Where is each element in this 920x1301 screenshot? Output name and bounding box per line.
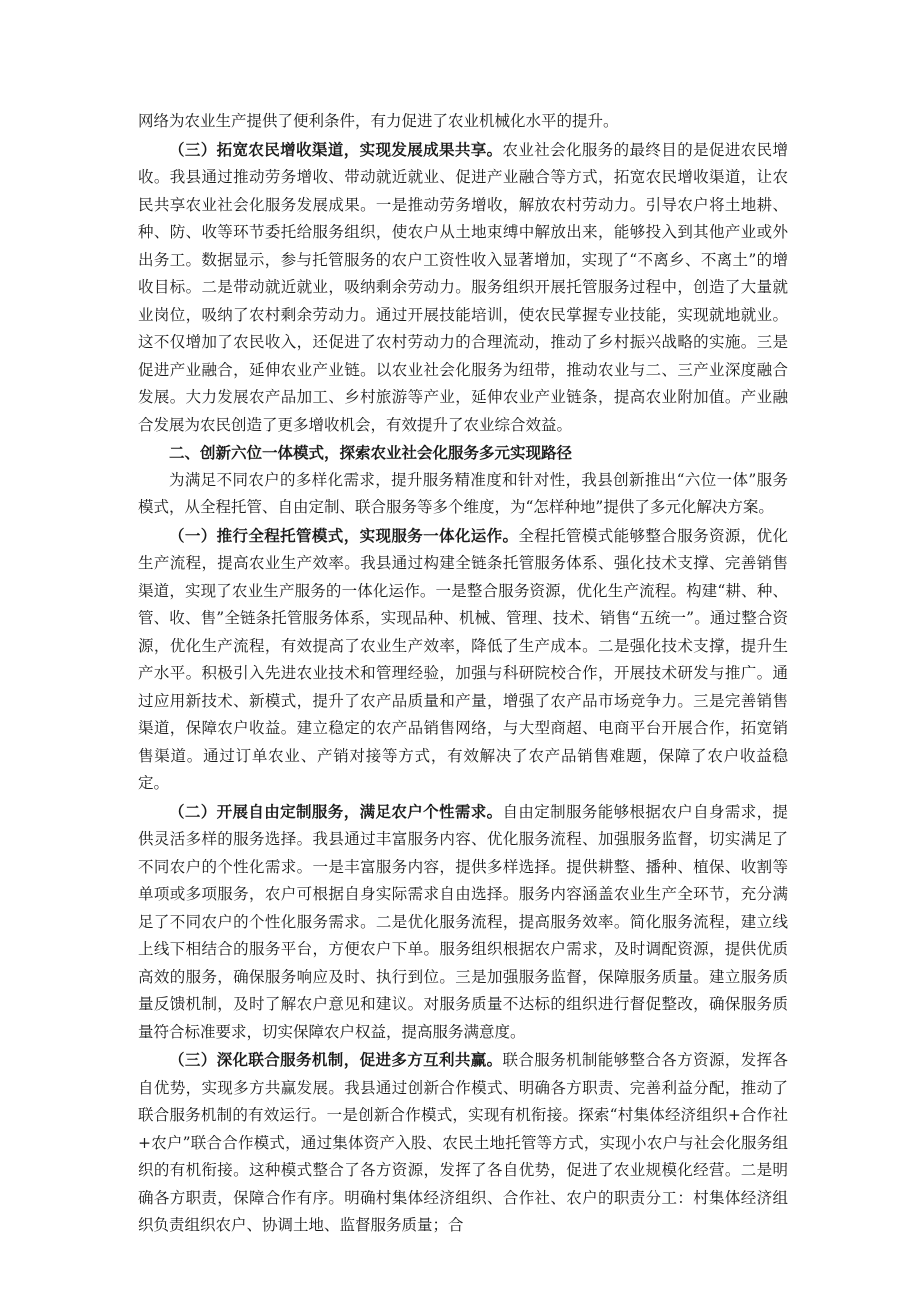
paragraph-full-trusteeship: [138, 522, 788, 798]
paragraph-text: 联合服务机制能够整合各方资源，发挥各自优势，实现多方共赢发展。我县通过创新合作模式、明确各方职责、完善利益分配，推动了联合服务机制的有效运行。一是创新合作模式，实现有机衔接。探索“村集体经济组织+合作社+农户”联合合作模式，通过集体资产入股、农民土地托管等方式，实现小农户与社会化服务组织的有机衔接。这种模式整合了各方资源，发挥了各自优势，促进了农业规模化经营。二是明确各方职责，保障合作有序。明确村集体经济组织、合作社、农户的职责分工：村集体经济组织负责组织农户、协调土地、监督服务质量；合: [138, 1051, 788, 1234]
paragraph-continuation: [138, 108, 788, 136]
document-page: [138, 108, 788, 1240]
paragraph-lead: （一）推行全程托管模式，实现服务一体化运作。: [169, 525, 519, 545]
paragraph-lead: （三）拓宽农民增收渠道，实现发展成果共享。: [169, 139, 503, 159]
paragraph-joint-service: [138, 1046, 788, 1240]
paragraph-text: 自由定制服务能够根据农户自身需求，提供灵活多样的服务选择。我县通过丰富服务内容、优化服务流程、加强服务监督，切实满足了不同农户的个性化需求。一是丰富服务内容，提供多样选择。提供耕整、播种、植保、收割等单项或多项服务，农户可根据自身实际需求自由选择。服务内容涵盖农业生产全环节，充分满足了不同农户的个性化服务需求。二是优化服务流程，提高服务效率。简化服务流程，建立线上线下相结合的服务平台，方便农户下单。服务组织根据农户需求，及时调配资源，提供优质高效的服务，确保服务响应及时、执行到位。三是加强服务监督，保障服务质量。建立服务质量反馈机制，及时了解农户意见和建议。对服务质量不达标的组织进行督促整改，确保服务质量符合标准要求，切实保障农户权益，提高服务满意度。: [138, 802, 788, 1041]
paragraph-custom-service: [138, 798, 788, 1047]
paragraph-text: 网络为农业生产提供了便利条件，有力促进了农业机械化水平的提升。: [138, 112, 619, 130]
paragraph-text: 农业社会化服务的最终目的是促进农民增收。我县通过推动劳务增收、带动就近就业、促进产业融合等方式，拓宽农民增收渠道，让农民共享农业社会化服务发展成果。一是推动劳务增收，解放农村劳动力。引导农户将土地耕、种、防、收等环节委托给服务组织，使农户从土地束缚中解放出来，能够投入到其他产业或外出务工。数据显示，参与托管服务的农户工资性收入显著增加，实现了“不离乡、不离土”的增收目标。二是带动就近就业，吸纳剩余劳动力。服务组织开展托管服务过程中，创造了大量就业岗位，吸纳了农村剩余劳动力。通过开展技能培训，使农民掌握专业技能，实现就地就业。这不仅增加了农民收入，还促进了农村劳动力的合理流动，推动了乡村振兴战略的实施。三是促进产业融合，延伸农业产业链。以农业社会化服务为纽带，推动农业与二、三产业深度融合发展。大力发展农产品加工、乡村旅游等产业，延伸农业产业链条，提高农业附加值。产业融合发展为农民创造了更多增收机会，有效提升了农业综合效益。: [138, 140, 788, 434]
paragraph-broaden-income-channels: [138, 136, 788, 440]
paragraph-text: 为满足不同农户的多样化需求，提升服务精准度和针对性，我县创新推出“六位一体”服务模式，从全程托管、自由定制、联合服务等多个维度，为“怎样种地”提供了多元化解决方案。: [138, 470, 788, 516]
section-heading: 二、创新六位一体模式，探索农业社会化服务多元实现路径: [169, 443, 573, 462]
paragraph-lead: （二）开展自由定制服务，满足农户个性需求。: [169, 801, 503, 821]
paragraph-lead: （三）深化联合服务机制，促进多方互利共赢。: [169, 1050, 503, 1069]
paragraph-text: 全程托管模式能够整合服务资源，优化生产流程，提高农业生产效率。我县通过构建全链条托管服务体系、强化技术支撑、完善销售渠道，实现了农业生产服务的一体化运作。一是整合服务资源，优化生产流程。构建“耕、种、管、收、售”全链条托管服务体系，实现品种、机械、管理、技术、销售“五统一”。通过整合资源，优化生产流程，有效提高了农业生产效率，降低了生产成本。二是强化技术支撑，提升生产水平。积极引入先进农业技术和管理经验，加强与科研院校合作，开展技术研发与推广。通过应用新技术、新模式，提升了农产品质量和产量，增强了农产品市场竞争力。三是完善销售渠道，保障农户收益。建立稳定的农产品销售网络，与大型商超、电商平台开展合作，拓宽销售渠道。通过订单农业、产销对接等方式，有效解决了农产品销售难题，保障了农户收益稳定。: [138, 526, 788, 792]
paragraph-six-in-one-intro: [138, 467, 788, 522]
